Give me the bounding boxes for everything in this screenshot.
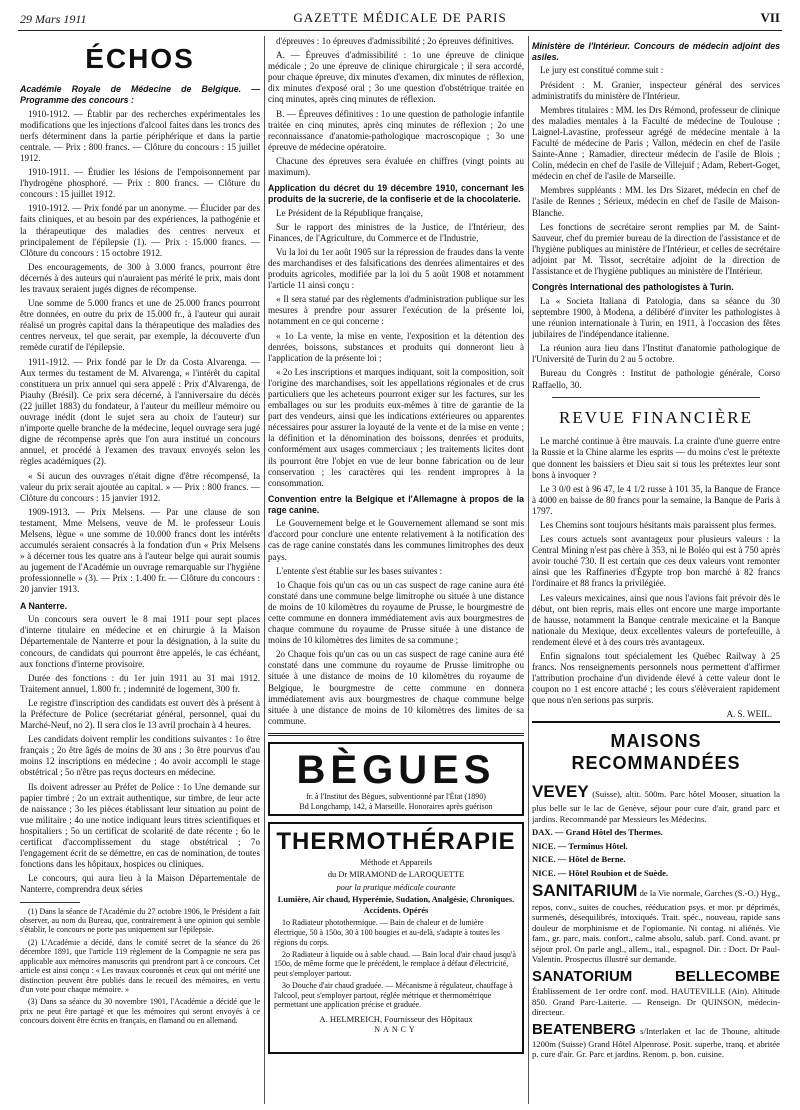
listing-text: s/Interlaken et lac de Thoune, altitude 1200m (Suisse) Grand Hôtel Alpenrose. Posit. superbe, tranq. et abritée p. cure d'air. Gr. Parc et jardins. Renom. p. bon. cuisine. (532, 1025, 780, 1060)
paragraph: 1909-1913. — Prix Melsens. — Par une clause de son testament, Mme Melsens, veuve de M. le professeur Louis Melsens, lègue « une somme de 10.000 francs dont les intérêts accumulés seraient consacrés à la fondation d'un « Prix Melsens » à décerner tous les quatre ans à l'auteur belge qui aurait soumis au jugement de l'Académie un ouvrage remarquable sur l'hygiène professionnelle » (3). — Prix : 1.400 fr. — Clôture du concours : 20 janvier 1913. (20, 506, 260, 595)
section-title-nanterre: A Nanterre. (20, 600, 68, 611)
paragraph: 1910-1912. — Prix fondé par un anonyme. — Élucider par des faits cliniques, et au besoin par des expériences, la pathogénie et la thérapeutique des maladies des centres nerveux et principalement de l'épilepsie (1). — Prix : 15.000 francs. — Clôture du concours : 15 octobre 1912. (20, 203, 260, 258)
advert-begues (268, 742, 524, 816)
footnote: (1) Dans la séance de l'Académie du 27 octobre 1906, le Président a fait observer, au nom du Bureau, que, contrairement à une opinion qui semble s'établir, le concours ne porte pas uniquement sur l'épilepsie. (20, 906, 260, 935)
revue-signature: A. S. WEIL. (726, 709, 772, 720)
advert-begues-line: fr. à l'Institut des Bègues, subventionné par l'État (1890) (306, 791, 486, 801)
paragraph: Les valeurs mexicaines, ainsi que nous l'avions fait prévoir dès le début, ont bien repris, mais elles ont encore une marge importante de hausse, notamment la Banque centrale mexicaine et la Banque nationale du Mexique, deux excellentes valeurs de portefeuille, à rendement élevé et à des cours très avantageux. (532, 592, 780, 647)
paragraph: La réunion aura lieu dans l'Institut d'anatomie pathologique de l'Université de Turin du 2 au 5 octobre. (532, 343, 780, 365)
maisons-recommandees (532, 721, 780, 1060)
listing-name: VEVEY (532, 782, 589, 802)
advert-thermo-city: NANCY (374, 1024, 418, 1034)
section-title-decret: Application du décret du 19 décembre 1910, concernant les produits de la sucrerie, de la confiserie et de la chocolaterie. (268, 183, 524, 204)
paragraph: 2o Chaque fois qu'un cas ou un cas suspect de rage canine aura été constaté dans une commune du royaume de Prusse limitrophe ou située à une distance de moins de 10 kilomètres du royaume de Belgique, le bourgmestre de cette commune en donnera immédiatement avis aux bourgmestres de chaque commune belge située à une distance de moins de 10 kilomètres des limites de sa commune. (268, 649, 524, 726)
listing-name: BEATENBERG (532, 1020, 636, 1038)
paragraph: L'entente s'est établie sur les bases suivantes : (276, 565, 443, 576)
paragraph: Membres titulaires : MM. les Drs Rémond, professeur de clinique des maladies mentales à la Faculté de médecine de Toulouse ; Laignel-Lavastine, professeur agrégé de médecine mentale à la Faculté de médecine de Paris ; Vallon, médecin en chef de l'asile Sainte-Anne ; Ramadier, directeur médecin de l'asile de Blois ; Colin, médecin en chef de l'asile de Villejuif ; Adam, Rebert-Goget, médecin en chef de l'asile de Marseille. (532, 104, 780, 182)
paragraph: Les fonctions de secrétaire seront remplies par M. de Saint-Sauveur, chef du premier bureau de la direction de l'assistance et de l'hygiène publiques au ministère de l'Intérieur, et celles de secrétaire adjoint par M. Tissot, secrétaire adjoint de la direction de l'assistance et de l'hygiène publiques au ministère de l'Intérieur. (532, 221, 780, 277)
paragraph: d'épreuves : 1o épreuves d'admissibilité ; 2o épreuves définitives. (276, 36, 514, 46)
advert-begues-title: BÈGUES (296, 747, 496, 792)
revue-financiere-title: REVUE FINANCIÈRE (559, 407, 753, 427)
listing-sanitarium (532, 881, 780, 965)
column-right (532, 36, 780, 1104)
advert-begues-line: Bd Longchamp, 142, à Marseille. Honoraires après guérison (299, 801, 493, 811)
paragraph: « 1o La vente, la mise en vente, l'exposition et la détention des denrées, boissons, substances et produits qui donneront lieu à l'application de la présente loi ; (268, 330, 524, 363)
paragraph: 1910-1911. — Étudier les lésions de l'empoisonnement par l'hydrogène phosphoré. — Prix : 800 francs. — Clôture du concours : 15 juillet 1912. (20, 167, 260, 200)
paragraph: Un concours sera ouvert le 8 mai 1911 pour sept places d'interne titulaire en médecine et en chirurgie à la Maison Départementale de Nanterre et pour la désignation, à la suite du concours, de candidats qui pourront être appelés, le cas échéant, aux fonctions d'interne provisoire. (20, 614, 260, 669)
column-middle (268, 36, 524, 1104)
paragraph: « Si aucun des ouvrages n'était digne d'être récompensé, la valeur du prix serait ajoutée au capital. » — Prix : 800 francs. — Clôture du concours : 15 janvier 1912. (20, 470, 260, 503)
listing-line: DAX. — Grand Hôtel des Thermes. (532, 827, 663, 838)
paragraph: Durée des fonctions : du 1er juin 1911 au 31 mai 1912. Traitement annuel, 1.800 fr. ; indemnité de logement, 300 fr. (20, 672, 260, 694)
advert-thermo-line: Méthode et Appareils (359, 857, 433, 867)
advert-thermo-maker: A. HELMREICH, Fournisseur des Hôpitaux (319, 1014, 473, 1025)
paragraph: Les Chemins sont toujours hésitants mais paraissent plus fermes. (540, 519, 777, 530)
column-divider (264, 36, 265, 1104)
paragraph: Le Gouvernement belge et le Gouvernement allemand se sont mis d'accord pour conclure une entente relativement à la notification des cas de rage canine constatés dans les communes limitrophes des deux pays. (268, 518, 524, 562)
listing-text: Établissement de 1er ordre conf. mod. HAUTEVILLE (Ain). Altitude 850. Grand Parc-Laiterie. — Renseign. Dr QUINSON, médecin-directeur. (532, 986, 780, 1018)
advert-thermo-item: 3o Douche d'air chaud graduée. — Mécanisme à régulateur, chauffage à l'alcool, peut s'employer partout, réglée métrique et thermométrique permettant une application précise et graduée. (274, 980, 513, 1010)
advert-thermo-line: du Dr MIRAMOND de LAROQUETTE (327, 870, 465, 880)
listing-text: de la Vie normale, Garches (S.-O.) Hyg., repos, conv., suites de couches, rééducation psys. et mor. pr déprimés, surmenés, désequilibrés, intoxiqués. Trait. spéc., nouveau, rapide sans douleur de morphinisme et de l'opiomanie. Ni contag. ni aliénés. Vie fam., gr. parc, mais. confort., calme absolu, salub. parf. Cond. avant. pr séjour prol. On parle angl., allem., ital., espagnol. Dir. : Doct. Dr Paul-Valentin. Prospectus illustré sur demande. (532, 888, 780, 965)
paragraph: Le Président de la République française, (276, 207, 423, 218)
paragraph: A. — Épreuves d'admissibilité : 1o une épreuve de clinique médicale ; 2o une épreuve de clinique chirurgicale ; il sera accordé, pour chaque épreuve, dix minutes d'examen, dix minutes de réflexion, dix minutes d'exposé oral ; 3o une question d'obstétrique traitée en cinq minutes, après cinq minutes de réflexion. (268, 50, 524, 105)
paragraph: Le jury est constitué comme suit : (540, 65, 664, 76)
paragraph: Des encouragements, de 300 à 3.000 francs, pourront être décernés à des auteurs qui n'auraient pas mérité le prix, mais dont les travaux seraient jugés dignes de récompense. (20, 261, 260, 294)
listing-beatenberg (532, 1021, 780, 1060)
advert-thermotherapie (268, 822, 524, 1054)
header-rule (18, 30, 782, 31)
paragraph: 1910-1912. — Établir par des recherches expérimentales les modifications que les injections d'alcool faites dans les troncs des nerfs déterminent dans la partie périphérique et dans la partie centrale. — Prix : 800 francs. — Clôture du concours : 15 juillet 1912. (20, 108, 260, 163)
footnote: (3) Dans sa séance du 30 novembre 1901, l'Académie a décidé que le prix ne peut être partagé et que les mémoires qui seront envoyés à ce concours doivent être écrits en français, en flamand ou en allemand. (20, 997, 260, 1026)
paragraph: Les candidats doivent remplir les conditions suivantes : 1o être français ; 2o être âgés de moins de 30 ans ; 3o être pourvus d'au moins 12 inscriptions en médecine ; 4o avoir accompli le stage obstétrical ; 5o n'être pas reçus docteurs en médecine. (20, 734, 260, 778)
paragraph: Membres suppléants : MM. les Drs Sizaret, médecin en chef de l'asile de Rennes ; Sérieux, médecin en chef de l'asile de Maison-Blanche. (532, 185, 780, 218)
listing-name: SANATORIUM BELLECOMBE (532, 967, 780, 985)
footnote-rule (20, 902, 80, 903)
paragraph: « 2o Les inscriptions et marques indiquant, soit la composition, soit l'origine des marchandises, soit les appellations régionales et de crus particuliers que les acheteurs pourront exiger sur les factures, sur les emballages ou sur les produits eux-mêmes à titre de garantie de la part des vendeurs, ainsi que les indications extérieures ou apparentes nécessaires pour assurer la loyauté de la vente et de la mise en vente ; la définition et la dénomination des boissons, denrées et produits, conformément aux usages commerciaux ; les traitements licites dont ils pourront être l'objet en vue de leur bonne fabrication ou de leur conservation ; les caractères qui les rendent impropres à la consommation. (268, 366, 524, 488)
paragraph: Chacune des épreuves sera évaluée en chiffres (vingt points au maximum). (268, 155, 524, 178)
listing-text: (Suisse), altit. 500m. Parc hôtel Mooser, situation la plus belle sur le lac de Genève, séjour pour cure d'air, grand parc et jardins. Recommandé par Messieurs les Médecins. (532, 789, 780, 824)
paragraph: « Il sera statué par des règlements d'administration publique sur les mesures à prendre pour assurer l'exécution de la présente loi, notamment en ce qui concerne : (268, 294, 524, 327)
paragraph: Vu la loi du 1er août 1905 sur la répression de fraudes dans la vente des marchandises et des falsifications des denrées alimentaires et des produits agricoles, modifiée par la loi du 5 août 1908 et notamment l'article 11 ainsi conçu : (268, 246, 524, 291)
column-left (20, 36, 260, 1104)
paragraph: La « Societa Italiana di Patologia, dans sa séance du 30 septembre 1900, à Modena, a délibéré d'inviter les pathologistes à une réunion internationale à Turin, en 1911, à l'occasion des fêtes jubilaires de l'indépendance italienne. (532, 295, 780, 340)
header-title: GAZETTE MÉDICALE DE PARIS (293, 10, 507, 25)
paragraph: Ils doivent adresser au Préfet de Police : 1o Une demande sur papier timbré ; 2o un extrait authentique, sur timbre, de leur acte de naissance ; 3o les pièces établissant leur situation au point de vue militaire ; 4o une notice indiquant leurs titres scientifiques et hospitaliers ; 5o un certificat de scolarité de date récente ; 6o le certificat d'accomplissement du stage obstétrical ; 7o l'engagement écrit de se démettre, en cas de nomination, de toutes fonctions dans les hôpitaux, hospices ou cliniques. (20, 781, 260, 870)
listing-line: NICE. — Hôtel Roubion et de Suède. (532, 867, 669, 878)
header-page-number: VII (760, 10, 780, 25)
paragraph: Le concours, qui aura lieu à la Maison Départementale de Nanterre, comprendra deux séries (20, 873, 260, 895)
paragraph: Le marché continue à être mauvais. La crainte d'une guerre entre la Russie et la Chine alarme les esprits — du moins c'est le prétexte que donnent les baissiers et Dieu sait si tous les prétextes leur sont bons à invoquer ? (532, 436, 780, 480)
paragraph: Le 3 0/0 est à 96 47, le 4 1/2 russe à 101 35, la Banque de France à 4000 en baisse de 80 francs pour la semaine, la Banque de Paris à 1797. (532, 483, 780, 516)
listing-vevey (532, 782, 780, 824)
paragraph: Une somme de 5.000 francs et une de 25.000 francs pourront être données, en outre du prix de 15.000 fr., à l'auteur qui aurait réalisé un progrès capital dans la thérapeutique des maladies des centres nerveux, tel que serait, par exemple, la découverte d'un remède curatif de l'épilepsie. (20, 298, 260, 353)
listing-line: NICE. — Terminus Hôtel. (532, 840, 628, 851)
advert-thermo-item: 2o Radiateur à liquide ou à sable chaud. — Bain local d'air chaud jusqu'à 150o, de même forme que le précédent, le remplace à défaut d'électricité, peut s'employer partout. (274, 949, 516, 979)
echos-heading: ÉCHOS (85, 43, 195, 74)
column-divider (528, 36, 529, 1104)
section-title-academie: Académie Royale de Médecine de Belgique. — Programme des concours : (20, 84, 260, 105)
paragraph: Sur le rapport des ministres de la Justice, de l'Intérieur, des Finances, de l'Agriculture, du Commerce et de l'Industrie, (268, 221, 524, 243)
paragraph: 1911-1912. — Prix fondé par le Dr da Costa Alvarenga. — Aux termes du testament de M. Alvarenga, « l'intérêt du capital constituera un prix annuel qui sera appelé : Prix d'Alvarenga, de Piauhy (Brésil). Ce prix sera décerné, à l'anniversaire du décès (22 juillet 1883) du fondateur, à l'auteur du meilleur mémoire ou ouvrage inédit (dont le sujet sera au choix de l'auteur) sur n'importe quelle branche de la médecine, lequel ouvrage sera jugé digne de récompense après que l'on aura institué un concours annuel, et procédé à l'examen des travaux envoyés selon les règles académiques (2). (20, 356, 260, 467)
footnote: (2) L'Académie a décidé, dans le comité secret de la séance du 26 décembre 1891, que l'article 119 règlement de la Compagnie ne sera pas applicable aux mémoires manuscrits qui prendront part à ce concours. Cet article est ainsi conçu : « Les travaux couronnés et ceux qui ont mérité une distinction peuvent être publiés dans le recueil des mémoires, en vertu d'un vote pour chaque mémoire. » (20, 937, 260, 994)
section-title-convention: Convention entre la Belgique et l'Allemagne à propos de la rage canine. (268, 493, 524, 515)
section-title-congres: Congrès International des pathologistes à Turin. (532, 282, 734, 293)
section-title-ministere: Ministère de l'Intérieur. Concours de médecin adjoint des asiles. (532, 41, 780, 62)
listing-name: SANITARIUM (532, 881, 638, 901)
paragraph: Les cours actuels sont avantageux pour plusieurs valeurs : la Central Mining n'est pas chère à 353, ni le Boléo qui est à 750 après avoir touché 730. Il est certain que ces deux valeurs vont remonter ainsi que les Raffineries d'Égypte trop bon marché à 82 francs l'ordinaire et 88 francs la privilégiée. (532, 534, 780, 589)
paragraph: Président : M. Granier, inspecteur général des services administratifs du ministère de l'Intérieur. (532, 79, 780, 101)
section-rule (552, 397, 760, 398)
advert-thermo-item: 1o Radiateur photothermique. — Bain de chaleur et de lumière électrique, 50 à 150o, 30 à 100 bougies et au-delà, s'adapte à toutes les régions du corps. (274, 918, 500, 947)
section-rule (268, 733, 524, 736)
paragraph: 1o Chaque fois qu'un cas ou un cas suspect de rage canine aura été constaté dans une commune belge limitrophe ou située à une distance de moins de 10 kilomètres du royaume de Prusse, le bourgmestre de cette commune en donnera immédiatement avis aux bourgmestres de chaque commune du royaume de Prusse située à une distance de moins de 10 kilomètres des limites de sa commune ; (268, 579, 524, 646)
listing-bellecombe (532, 968, 780, 1018)
paragraph: Le registre d'inscription des candidats est ouvert dès à présent à la Préfecture de Police (secrétariat général, personnel, quai du Marché-Neuf, no 2). Il sera clos le 13 avril prochain à 4 heures. (20, 697, 260, 731)
page-header (20, 8, 780, 30)
listing-line: NICE. — Hôtel de Berne. (532, 854, 626, 865)
paragraph: Enfin signalons tout spécialement les Québec Railway à 25 francs. Nos renseignements personnels nous permettent d'affirmer l'attribution prochaine d'un dividende élevé à cette valeur dont le coupon no 1 est encore attaché ; les cours s'élèveraient rapidement que nous n'en serions pas surpris. (532, 651, 780, 706)
maisons-title: MAISONS RECOMMANDÉES (571, 730, 741, 773)
header-date: 29 Mars 1911 (20, 12, 87, 26)
advert-thermo-line: pour la pratique médicale courante (336, 882, 456, 892)
paragraph: Bureau du Congrès : Institut de pathologie générale, Corso Raffaello, 30. (532, 368, 780, 390)
advert-thermo-title: THERMOTHÉRAPIE (276, 827, 516, 855)
advert-thermo-line: Lumière, Air chaud, Hyperémie, Sudation, Analgésie, Chroniques. Accidents. Opérés (277, 895, 515, 915)
paragraph: B. — Épreuves définitives : 1o une question de pathologie infantile traitée en cinq minutes, après cinq minutes de réflexion ; 2o une reconnaissance d'anatomie-pathologique macroscopique ; 3o une épreuve de médecine opératoire. (268, 108, 524, 152)
